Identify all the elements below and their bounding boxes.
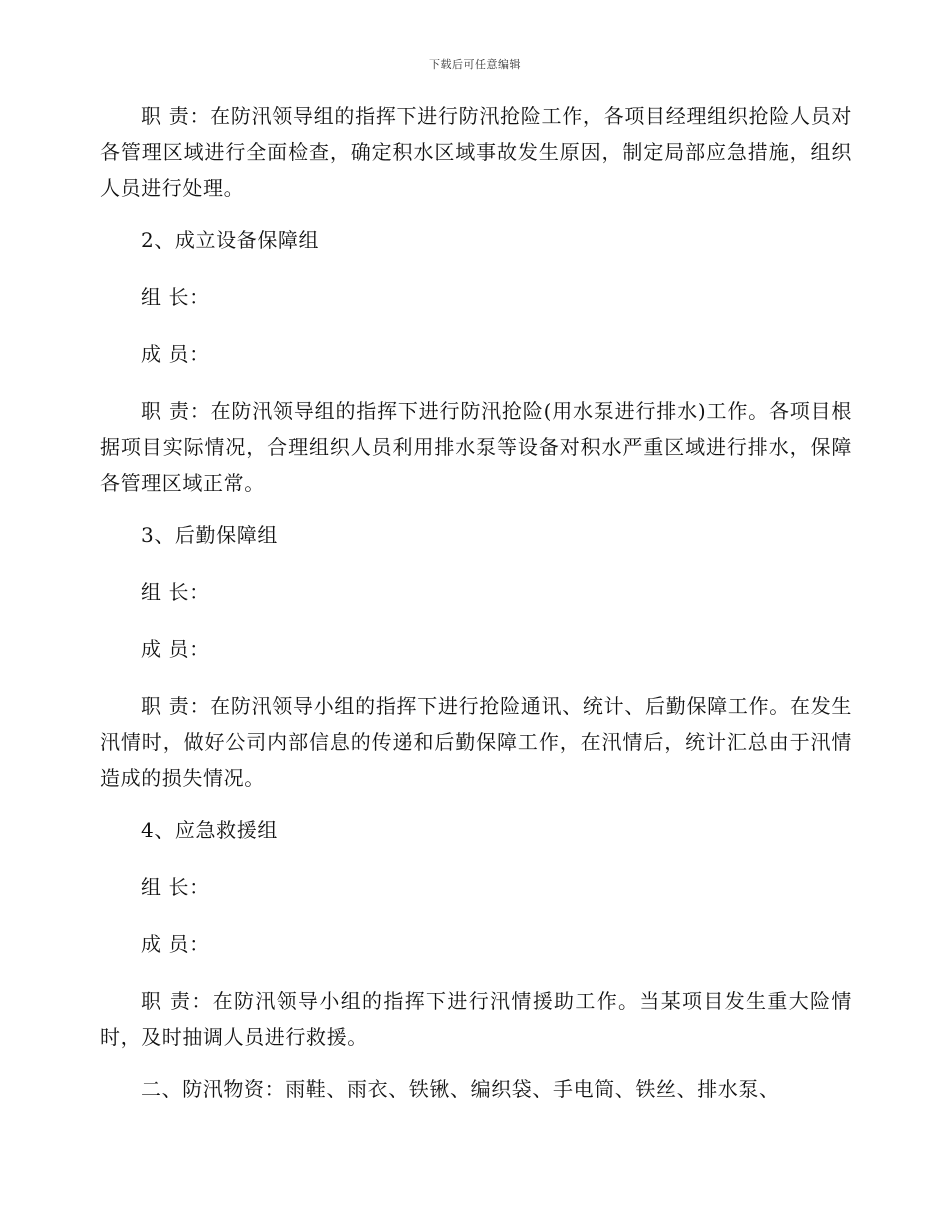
section-heading-logistics-group: 3、后勤保障组 — [141, 523, 278, 547]
group-members-line: 成 员： — [141, 342, 210, 366]
page-header: 下载后可任意编辑 — [429, 58, 521, 71]
group-members-line: 成 员： — [141, 637, 210, 661]
group-leader-line: 组 长： — [141, 285, 210, 309]
group-leader-line: 组 长： — [141, 875, 210, 899]
duty-paragraph-logistics: 职 责：在防汛领导小组的指挥下进行抢险通讯、统计、后勤保障工作。在发生汛情时，做好公司内部信息的传递和后勤保障工作，在汛情后，统计汇总由于汛情造成的损失情况。 — [100, 694, 852, 790]
duty-paragraph-equipment: 职 责：在防汛领导组的指挥下进行防汛抢险(用水泵进行排水)工作。各项目根据项目实际情况，合理组织人员利用排水泵等设备对积水严重区域进行排水，保障各管理区域正常。 — [100, 399, 852, 495]
duty-paragraph-rescue: 职 责：在防汛领导组的指挥下进行防汛抢险工作，各项目经理组织抢险人员对各管理区域进行全面检查，确定积水区域事故发生原因，制定局部应急措施，组织人员进行处理。 — [100, 104, 852, 200]
flood-supplies-line: 二、防汛物资：雨鞋、雨衣、铁锹、编织袋、手电筒、铁丝、排水泵、 — [141, 1077, 780, 1101]
group-members-line: 成 员： — [141, 932, 210, 956]
group-leader-line: 组 长： — [141, 580, 210, 604]
document-body — [100, 98, 852, 1128]
duty-paragraph-emergency: 职 责：在防汛领导小组的指挥下进行汛情援助工作。当某项目发生重大险情时，及时抽调人员进行救援。 — [100, 989, 852, 1049]
section-heading-emergency-group: 4、应急救援组 — [141, 818, 278, 842]
section-heading-equipment-group: 2、成立设备保障组 — [141, 228, 320, 252]
